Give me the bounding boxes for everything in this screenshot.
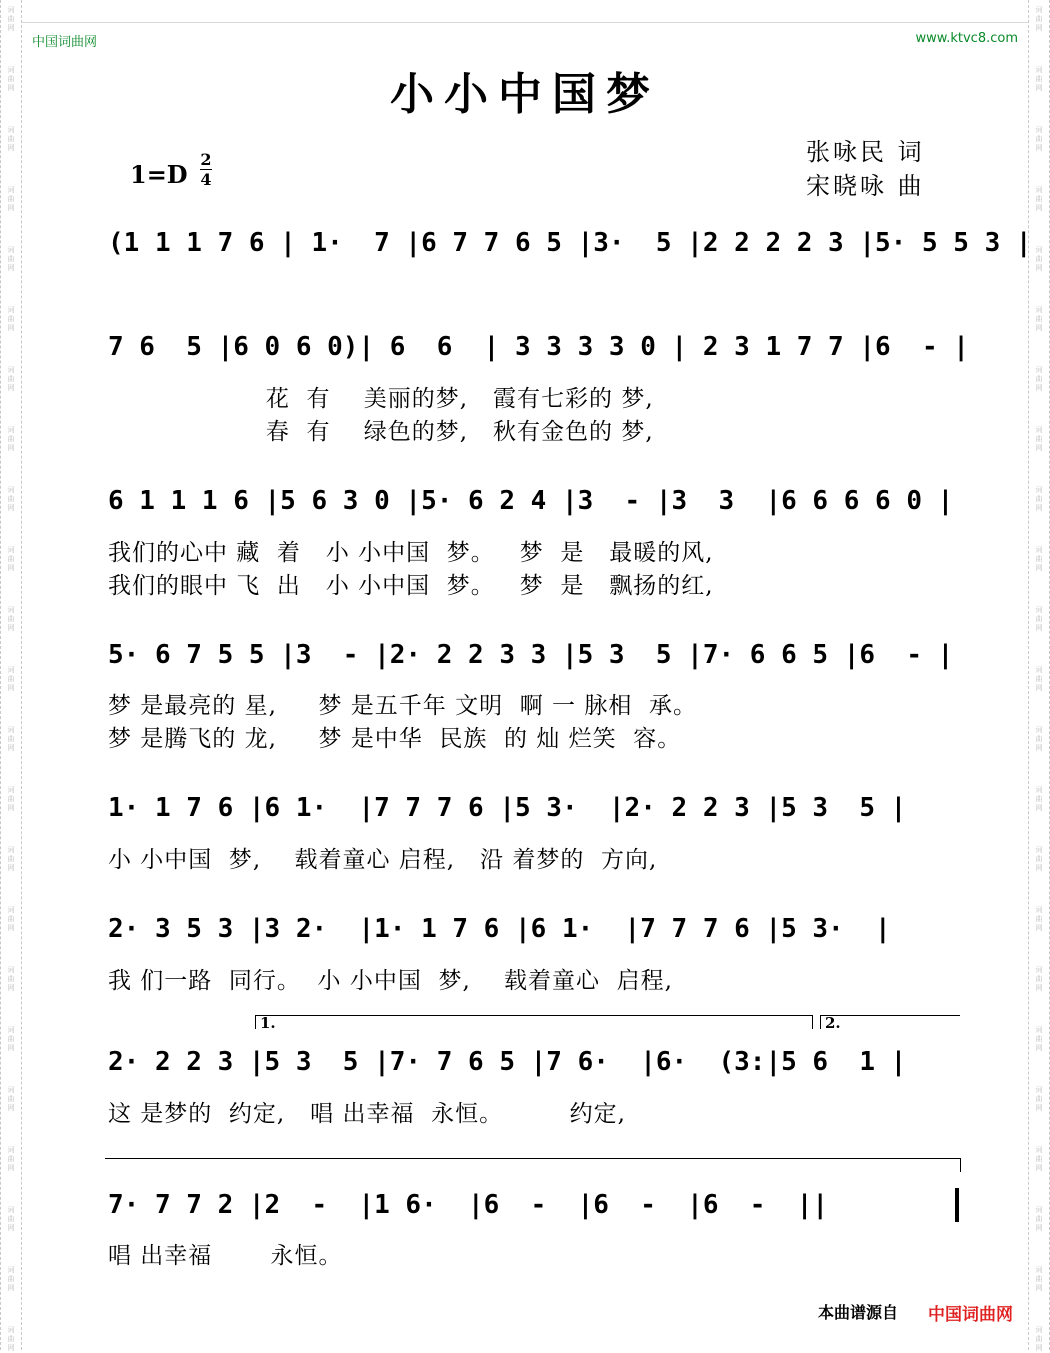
volta-2-continuation-end <box>960 1158 961 1172</box>
side-watermark: 词 曲 网 <box>7 186 15 212</box>
key-signature: 1=D <box>130 160 188 189</box>
score-line-2: 7 6 5 |6 0 6 0)| 6 6 | 3 3 3 3 0 | 2 3 1 7 7 |6 - | <box>108 332 969 362</box>
meter-top: 2 <box>200 150 212 169</box>
right-margin-strip <box>1028 0 1050 1350</box>
score-line-3: 6 1 1 1 6 |5 6 3 0 |5· 6 2 4 |3 - |3 3 |6 6 6 6 0 | <box>108 486 954 516</box>
lyric-line-8: 唱 出幸福 永恒。 <box>108 1243 343 1269</box>
score-line-8: 7· 7 7 2 |2 - |1 6· |6 - |6 - |6 - || <box>108 1190 829 1220</box>
volta-1-bracket <box>255 1015 812 1016</box>
side-watermark: 词 曲 网 <box>7 366 15 392</box>
volta-2-start-tick <box>820 1015 821 1029</box>
volta-2-bracket <box>820 1015 960 1016</box>
lyric-line-3-verse-1: 我们的心中 藏 着 小 小中国 梦。 梦 是 最暖的风, <box>108 540 714 566</box>
lyric-line-7: 这 是梦的 约定, 唱 出幸福 永恒。 约定, <box>108 1101 626 1127</box>
side-watermark: 词 曲 网 <box>1035 846 1043 872</box>
volta-1-end-tick <box>812 1015 813 1029</box>
side-watermark: 词 曲 网 <box>1035 66 1043 92</box>
source-site-link[interactable]: 中国词曲网 <box>928 1305 1013 1325</box>
side-watermark: 词 曲 网 <box>1035 1266 1043 1292</box>
side-watermark: 词 曲 网 <box>7 546 15 572</box>
composer-credit: 宋晓咏 曲 <box>806 172 925 200</box>
side-watermark: 词 曲 网 <box>1035 486 1043 512</box>
side-watermark: 词 曲 网 <box>1035 1146 1043 1172</box>
side-watermark: 词 曲 网 <box>7 666 15 692</box>
side-watermark: 词 曲 网 <box>7 726 15 752</box>
meter-bottom: 4 <box>200 170 212 189</box>
side-watermark: 词 曲 网 <box>7 1326 15 1352</box>
side-watermark: 词 曲 网 <box>1035 966 1043 992</box>
lyric-line-5: 小 小中国 梦, 载着童心 启程, 沿 着梦的 方向, <box>108 847 658 873</box>
volta-1-label: 1. <box>260 1014 276 1032</box>
side-watermark: 词 曲 网 <box>7 1146 15 1172</box>
site-name-top-left[interactable]: 中国词曲网 <box>32 35 98 50</box>
song-title: 小小中国梦 <box>390 69 660 120</box>
score-line-4: 5· 6 7 5 5 |3 - |2· 2 2 3 3 |5 3 5 |7· 6 6 5 |6 - | <box>108 640 954 670</box>
side-watermark: 词 曲 网 <box>7 906 15 932</box>
side-watermark: 词 曲 网 <box>1035 1206 1043 1232</box>
side-watermark: 词 曲 网 <box>7 1026 15 1052</box>
lyric-line-2-verse-1: 花 有 美丽的梦, 霞有七彩的 梦, <box>108 386 654 412</box>
side-watermark: 词 曲 网 <box>1035 726 1043 752</box>
side-watermark: 词 曲 网 <box>1035 546 1043 572</box>
side-watermark: 词 曲 网 <box>1035 426 1043 452</box>
side-watermark: 词 曲 网 <box>1035 6 1043 32</box>
side-watermark: 词 曲 网 <box>1035 1326 1043 1352</box>
source-label: 本曲谱源自 <box>818 1303 899 1322</box>
side-watermark: 词 曲 网 <box>1035 306 1043 332</box>
side-watermark: 词 曲 网 <box>7 426 15 452</box>
volta-2-label: 2. <box>825 1014 841 1032</box>
side-watermark: 词 曲 网 <box>7 246 15 272</box>
lyric-line-4-verse-1: 梦 是最亮的 星, 梦 是五千年 文明 啊 一 脉相 承。 <box>108 693 697 719</box>
time-signature <box>200 150 212 189</box>
side-watermark: 词 曲 网 <box>7 126 15 152</box>
site-url-top-right[interactable]: www.ktvc8.com <box>915 31 1018 46</box>
lyric-line-4-verse-2: 梦 是腾飞的 龙, 梦 是中华 民族 的 灿 烂笑 容。 <box>108 726 682 752</box>
side-watermark: 词 曲 网 <box>7 306 15 332</box>
side-watermark: 词 曲 网 <box>1035 366 1043 392</box>
volta-1-start-tick <box>255 1015 256 1029</box>
side-watermark: 词 曲 网 <box>1035 666 1043 692</box>
side-watermark: 词 曲 网 <box>7 6 15 32</box>
side-watermark: 词 曲 网 <box>1035 1086 1043 1112</box>
side-watermark: 词 曲 网 <box>1035 786 1043 812</box>
score-line-7: 2· 2 2 3 |5 3 5 |7· 7 6 5 |7 6· |6· (3:|5 6 1 | <box>108 1047 907 1077</box>
score-line-6: 2· 3 5 3 |3 2· |1· 1 7 6 |6 1· |7 7 7 6 |5 3· | <box>108 914 891 944</box>
lyric-line-3-verse-2: 我们的眼中 飞 出 小 小中国 梦。 梦 是 飘扬的红, <box>108 573 714 599</box>
lyric-line-2-verse-2: 春 有 绿色的梦, 秋有金色的 梦, <box>108 419 654 445</box>
side-watermark: 词 曲 网 <box>1035 126 1043 152</box>
side-watermark: 词 曲 网 <box>1035 246 1043 272</box>
side-watermark: 词 曲 网 <box>7 66 15 92</box>
left-margin-strip <box>0 0 22 1350</box>
side-watermark: 词 曲 网 <box>7 1086 15 1112</box>
side-watermark: 词 曲 网 <box>1035 606 1043 632</box>
side-watermark: 词 曲 网 <box>7 966 15 992</box>
lyricist-credit: 张咏民 词 <box>806 138 925 166</box>
final-barline <box>955 1188 959 1222</box>
score-line-5: 1· 1 7 6 |6 1· |7 7 7 6 |5 3· |2· 2 2 3 |5 3 5 | <box>108 793 907 823</box>
score-line-1: (1 1 1 7 6 | 1· 7 |6 7 7 6 5 |3· 5 |2 2 2 2 3 |5· 5 5 3 | <box>108 228 1032 258</box>
side-watermark: 词 曲 网 <box>1035 186 1043 212</box>
side-watermark: 词 曲 网 <box>1035 906 1043 932</box>
side-watermark: 词 曲 网 <box>7 1206 15 1232</box>
volta-2-continuation <box>105 1158 960 1159</box>
side-watermark: 词 曲 网 <box>7 846 15 872</box>
side-watermark: 词 曲 网 <box>1035 1026 1043 1052</box>
side-watermark: 词 曲 网 <box>7 1266 15 1292</box>
side-watermark: 词 曲 网 <box>7 786 15 812</box>
lyric-line-6: 我 们一路 同行。 小 小中国 梦, 载着童心 启程, <box>108 968 673 994</box>
side-watermark: 词 曲 网 <box>7 486 15 512</box>
side-watermark: 词 曲 网 <box>7 606 15 632</box>
